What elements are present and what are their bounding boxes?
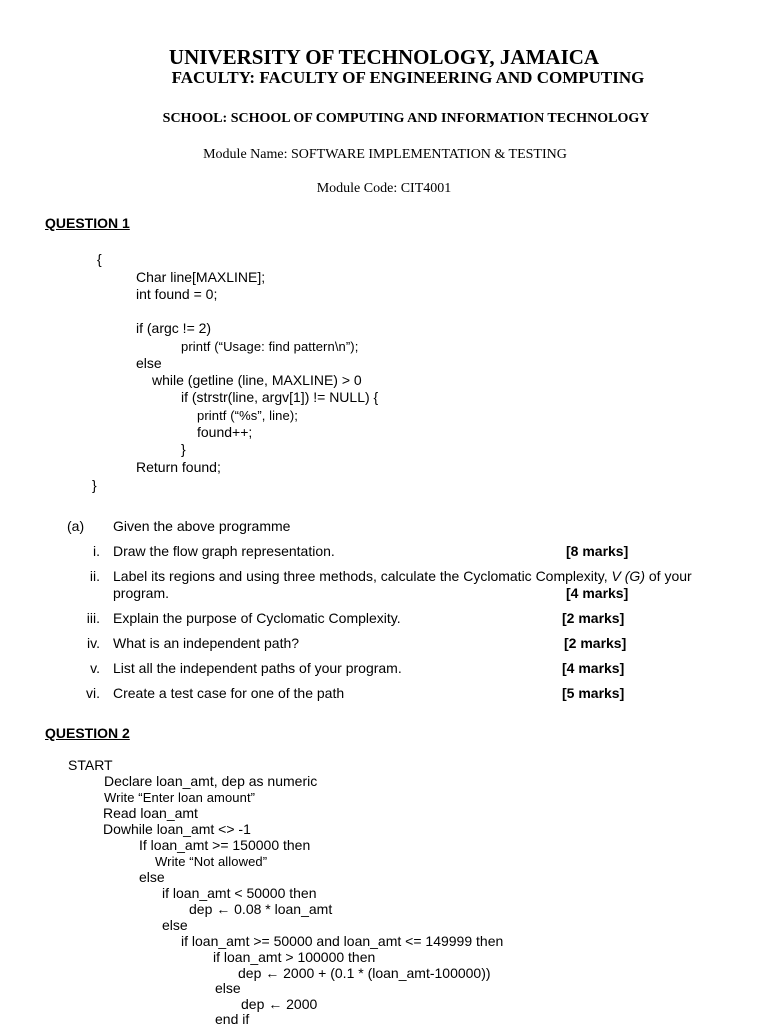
module-name: Module Name: SOFTWARE IMPLEMENTATION & TESTING — [203, 147, 567, 162]
code-line: else — [136, 355, 162, 371]
code-line: if loan_amt < 50000 then — [162, 885, 317, 901]
code-line: Read loan_amt — [103, 805, 198, 821]
code-line: dep ← 2000 — [241, 996, 318, 1012]
code-line: dep ← 2000 + (0.1 * (loan_amt-100000)) — [238, 965, 491, 981]
code-line: int found = 0; — [136, 286, 218, 302]
code-line: Write “Not allowed” — [155, 854, 268, 869]
item-number: v. — [90, 660, 100, 676]
question-2-heading: QUESTION 2 — [45, 725, 130, 741]
item-number: ii. — [89, 568, 100, 584]
code-line: Return found; — [136, 459, 221, 475]
part-a-intro: Given the above programme — [113, 518, 291, 534]
item-text: Explain the purpose of Cyclomatic Complexity. — [113, 610, 401, 626]
code-line: dep ← 0.08 * loan_amt — [189, 901, 333, 917]
code-line: found++; — [197, 424, 253, 440]
university-title: UNIVERSITY OF TECHNOLOGY, JAMAICA — [168, 45, 600, 69]
code-line: else — [139, 869, 165, 885]
item-text: Create a test case for one of the path — [113, 685, 345, 701]
code-line: If loan_amt >= 150000 then — [139, 837, 311, 853]
code-line: else — [162, 917, 188, 933]
code-line: printf (“Usage: find pattern\n”); — [181, 339, 359, 354]
code-line: if (argc != 2) — [136, 320, 212, 336]
code-line: Dowhile loan_amt <> -1 — [103, 821, 251, 837]
item-marks: [2 marks] — [564, 635, 627, 651]
code-line: while (getline (line, MAXLINE) > 0 — [152, 372, 362, 388]
code-line: if loan_amt >= 50000 and loan_amt <= 149999 then — [181, 933, 504, 949]
question-1-heading: QUESTION 1 — [45, 215, 130, 231]
item-number: i. — [93, 543, 100, 559]
item-text-part: of your — [648, 568, 692, 584]
code-line: end if — [215, 1011, 250, 1027]
item-text: What is an independent path? — [113, 635, 300, 651]
item-number: iv. — [87, 635, 100, 651]
code-line: START — [68, 757, 113, 773]
item-text-continued: program. — [113, 585, 170, 601]
item-text — [113, 568, 692, 584]
code-line: { — [97, 251, 102, 267]
item-marks: [5 marks] — [562, 685, 625, 701]
item-text-part: Label its regions and using three methods, calculate the Cyclomatic Complexity, — [113, 568, 608, 584]
code-line: else — [215, 980, 241, 996]
item-text: Draw the flow graph representation. — [113, 543, 335, 559]
item-marks: [4 marks] — [562, 660, 625, 676]
code-line: if (strstr(line, argv[1]) != NULL) { — [181, 389, 379, 405]
module-code: Module Code: CIT4001 — [316, 181, 452, 196]
code-line: Declare loan_amt, dep as numeric — [104, 773, 318, 789]
faculty-title: FACULTY: FACULTY OF ENGINEERING AND COMPUTING — [171, 68, 645, 87]
item-text-formula: V (G) — [611, 568, 645, 584]
item-number: iii. — [86, 610, 100, 626]
code-line: Write “Enter loan amount” — [104, 790, 256, 805]
code-line: } — [92, 477, 97, 493]
code-line: if loan_amt > 100000 then — [213, 949, 376, 965]
part-a-label: (a) — [67, 518, 85, 534]
item-number: vi. — [86, 685, 100, 701]
item-text: List all the independent paths of your program. — [113, 660, 402, 676]
code-line: } — [181, 441, 186, 457]
school-title: SCHOOL: SCHOOL OF COMPUTING AND INFORMATION TECHNOLOGY — [162, 111, 650, 126]
item-marks: [2 marks] — [562, 610, 625, 626]
code-line: Char line[MAXLINE]; — [136, 269, 266, 285]
item-marks: [4 marks] — [566, 585, 629, 601]
code-line: printf (“%s”, line); — [197, 408, 298, 423]
item-marks: [8 marks] — [566, 543, 629, 559]
